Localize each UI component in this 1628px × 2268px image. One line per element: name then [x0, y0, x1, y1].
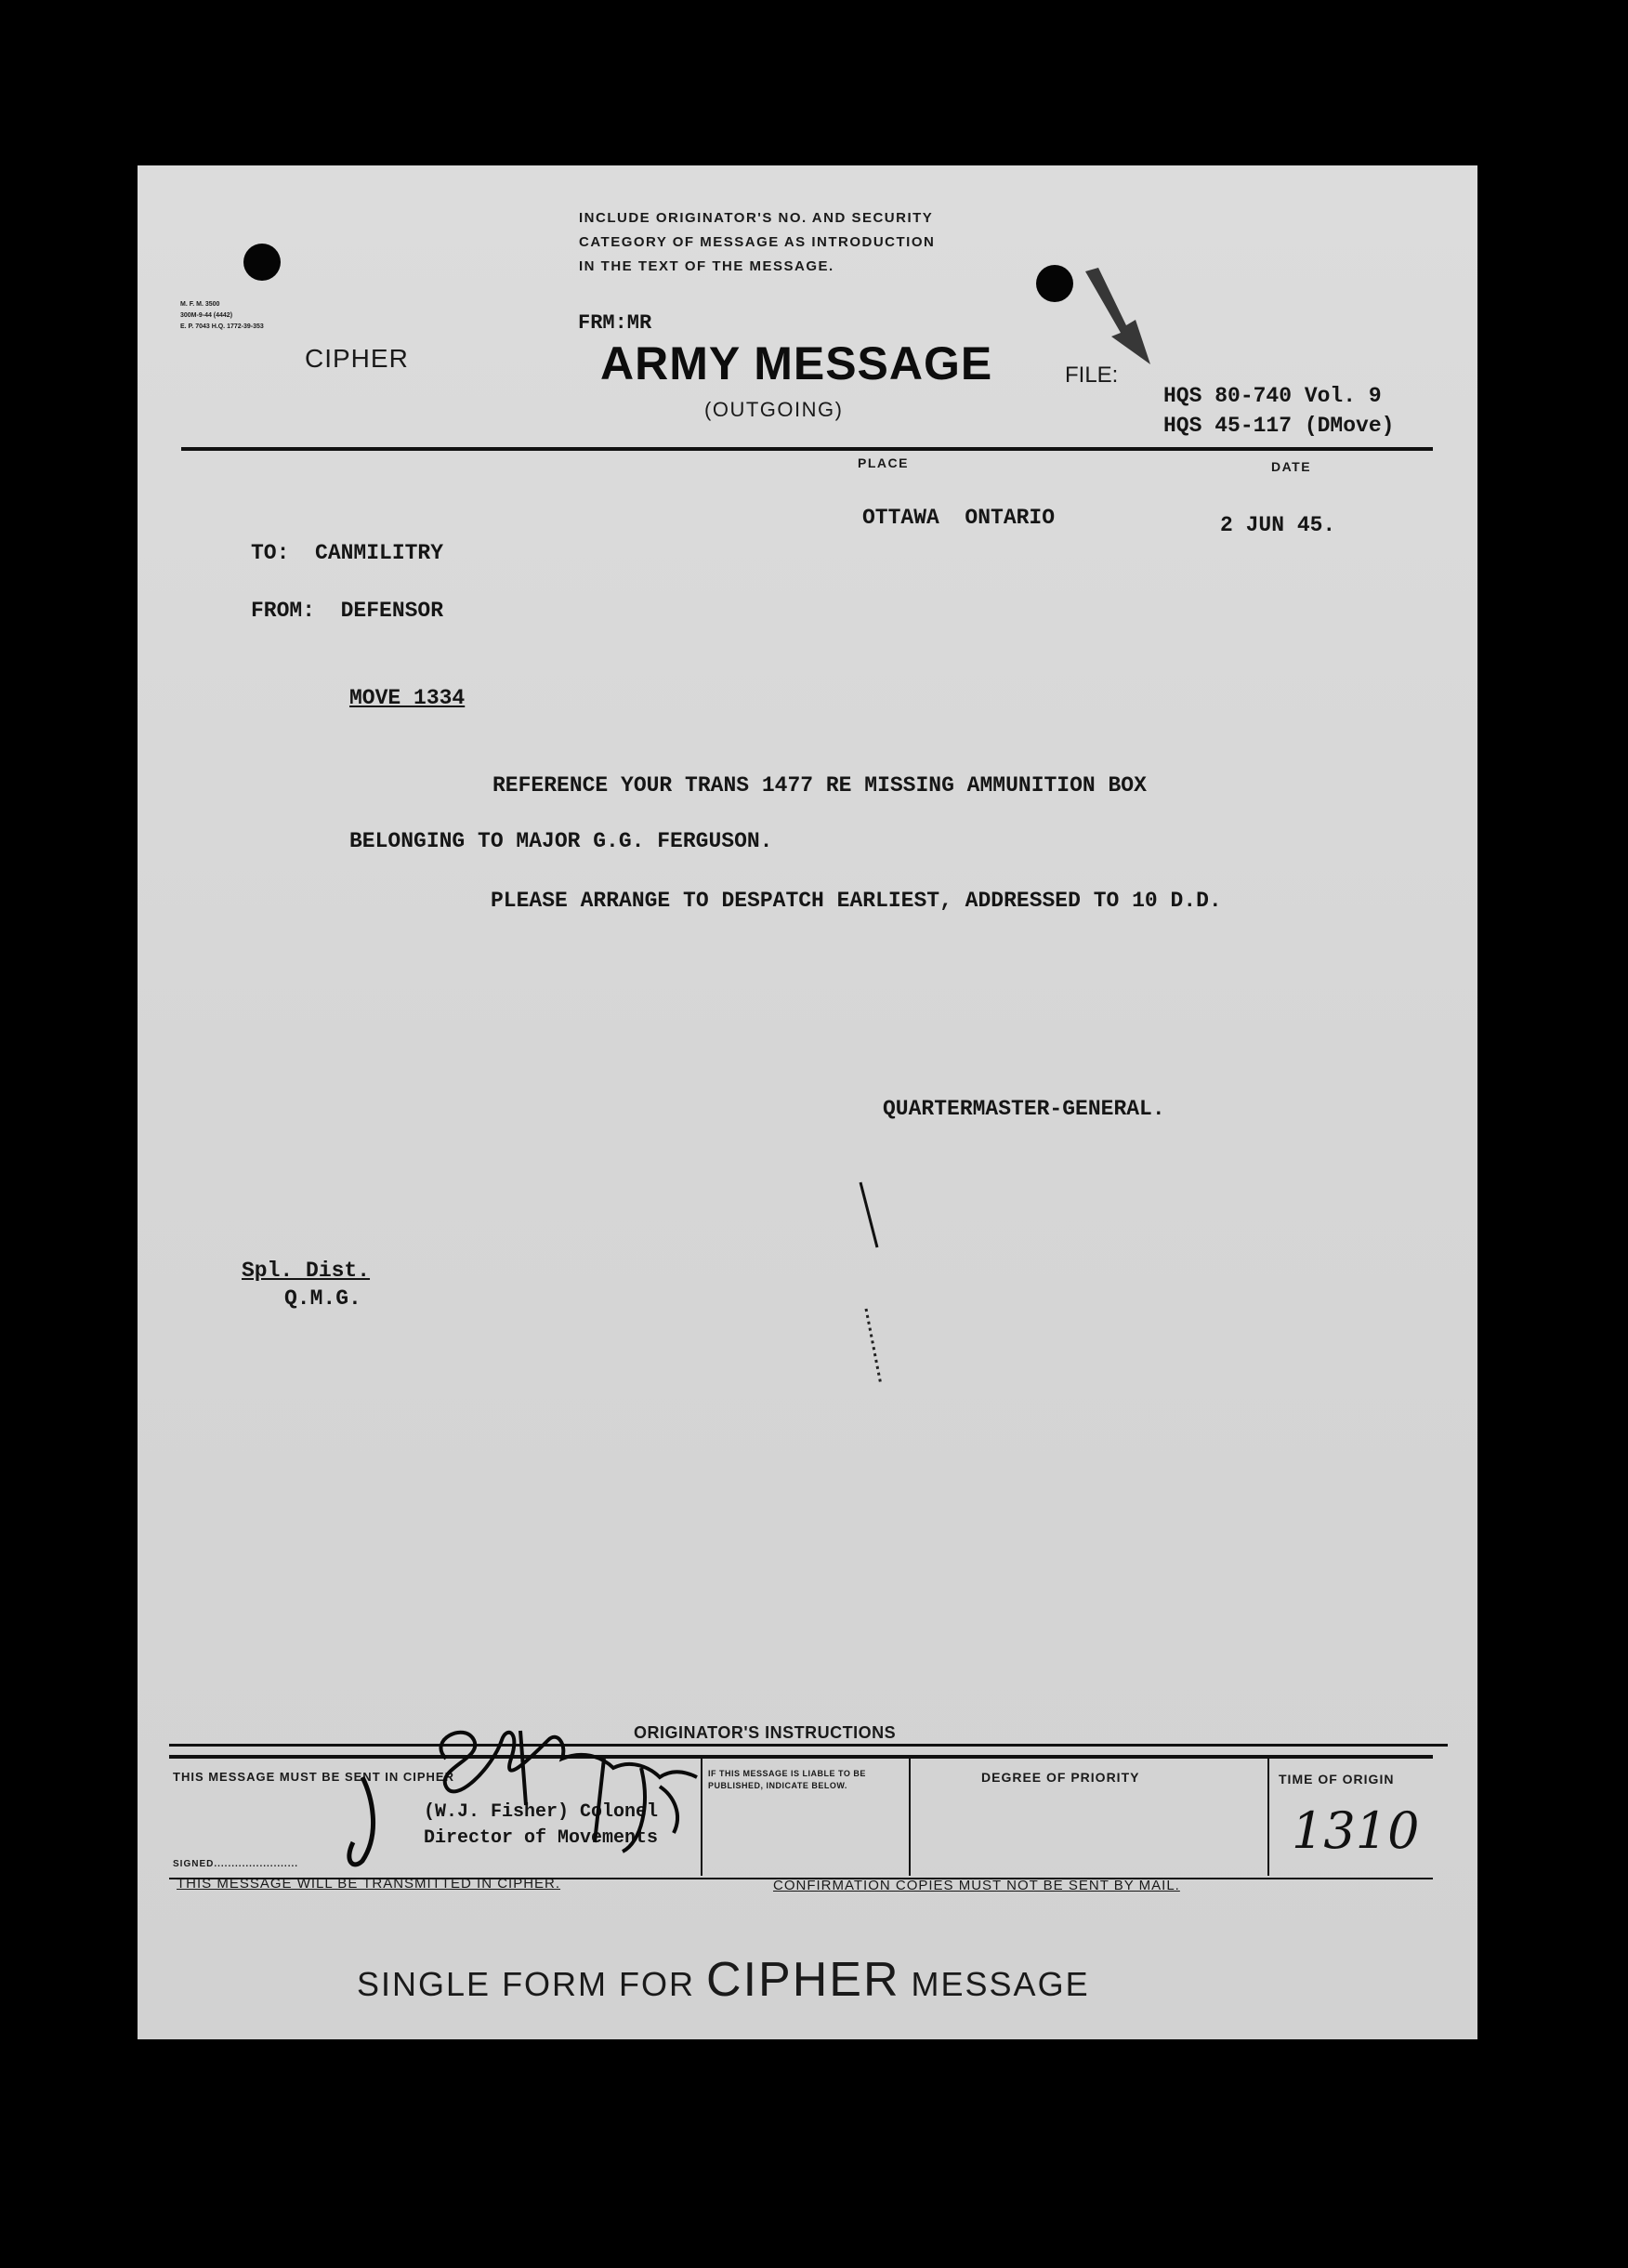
handwritten-signature	[307, 1703, 734, 1879]
file-label: FILE:	[1065, 363, 1119, 388]
instruction-line-3: IN THE TEXT OF THE MESSAGE.	[579, 258, 834, 274]
instruction-block	[579, 206, 935, 279]
priority-label: DEGREE OF PRIORITY	[981, 1770, 1140, 1785]
form-code-2: 300M-9-44 (4442)	[180, 312, 233, 319]
pen-stroke-mark	[855, 1179, 892, 1392]
form-footer-part-a: SINGLE FORM FOR	[357, 1965, 707, 2003]
header-rule	[181, 447, 1433, 451]
form-footer-part-c: MESSAGE	[899, 1965, 1090, 2003]
form-footer-cipher: CIPHER	[706, 1953, 900, 2007]
confirmation-note: CONFIRMATION COPIES MUST NOT BE SENT BY MAIL.	[773, 1878, 1180, 1893]
document-sheet	[138, 165, 1477, 2039]
message-to: TO: CANMILITRY	[251, 541, 444, 565]
time-origin-label: TIME OF ORIGIN	[1279, 1772, 1395, 1787]
body-line-1: REFERENCE YOUR TRANS 1477 RE MISSING AMMUNITION BOX	[492, 773, 1147, 798]
signed-dots: ........................	[214, 1859, 299, 1869]
fpm-code: FRM:MR	[578, 311, 652, 335]
instruction-line-2: CATEGORY OF MESSAGE AS INTRODUCTION	[579, 234, 936, 250]
punch-hole-left	[243, 244, 281, 281]
form-code-3: E. P. 7043 H.Q. 1772-39-353	[180, 323, 264, 330]
page-subtitle: (OUTGOING)	[704, 398, 844, 421]
message-subject: MOVE 1334	[349, 686, 466, 710]
punch-hole-right	[1036, 265, 1073, 302]
transmit-note: THIS MESSAGE WILL BE TRANSMITTED IN CIPHER.	[177, 1876, 561, 1892]
message-place: OTTAWA ONTARIO	[862, 506, 1056, 530]
footer-divider-3	[1267, 1759, 1269, 1876]
must-be-sent-label: THIS MESSAGE MUST BE SENT IN CIPHER	[173, 1770, 454, 1784]
message-from: FROM: DEFENSOR	[251, 599, 444, 623]
file-ref-2: HQS 45-117 (DMove)	[1163, 414, 1395, 438]
body-line-3: PLEASE ARRANGE TO DESPATCH EARLIEST, ADDRESSED TO 10 D.D.	[491, 889, 1222, 913]
place-label: PLACE	[858, 455, 909, 470]
closing-signature: QUARTERMASTER-GENERAL.	[883, 1097, 1165, 1121]
time-origin-value: 1310	[1292, 1801, 1420, 1860]
arrow-mark-icon	[1078, 268, 1152, 370]
signer-title: Director of Movements	[424, 1827, 659, 1849]
file-ref-1: HQS 80-740 Vol. 9	[1163, 384, 1382, 408]
form-codes	[180, 299, 264, 333]
signed-label-text: SIGNED	[173, 1859, 215, 1869]
cipher-label: CIPHER	[305, 344, 409, 373]
signed-label	[173, 1859, 298, 1869]
distribution-title: Spl. Dist.	[242, 1259, 371, 1283]
form-footer	[312, 1913, 1090, 2047]
footer-table	[169, 1755, 1433, 1879]
instruction-line-1: INCLUDE ORIGINATOR'S NO. AND SECURITY	[579, 210, 934, 226]
form-code-1: M. F. M. 3500	[180, 301, 220, 308]
footer-divider-2	[909, 1759, 911, 1876]
message-date: 2 JUN 45.	[1220, 513, 1336, 537]
file-refs	[1163, 381, 1394, 441]
signer-name: (W.J. Fisher) Colonel	[424, 1801, 659, 1823]
originators-instructions-label: ORIGINATOR'S INSTRUCTIONS	[634, 1723, 897, 1742]
distribution-entry: Q.M.G.	[284, 1286, 361, 1311]
date-label: DATE	[1271, 459, 1312, 474]
liable-note: IF THIS MESSAGE IS LIABLE TO BE PUBLISHED, INDICATE BELOW.	[708, 1769, 866, 1790]
page-title: ARMY MESSAGE	[600, 337, 993, 389]
body-line-2: BELONGING TO MAJOR G.G. FERGUSON.	[349, 829, 773, 853]
